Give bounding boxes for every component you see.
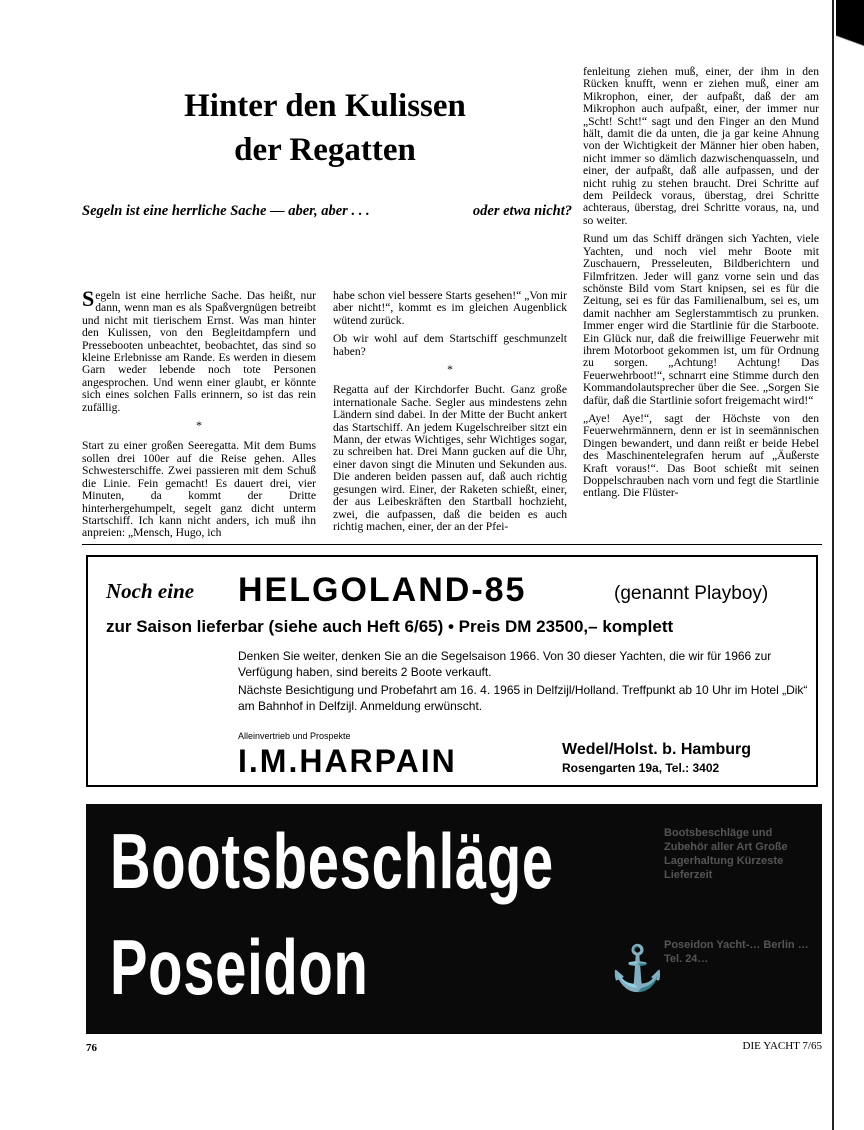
divider <box>82 544 822 545</box>
article-column-3 <box>583 66 819 506</box>
subtitle-part-a: Segeln ist eine herrliche Sache — aber, aber . . . <box>82 203 370 219</box>
poseidon-advertisement <box>86 804 822 1034</box>
paragraph: habe schon viel bessere Starts gesehen!“ „Von mir aber nicht!“, kommt es im gleichen Augenblick wütend zurück. <box>333 289 567 327</box>
ad-body <box>238 649 808 717</box>
section-separator: * <box>196 419 202 433</box>
title-line-1: Hinter den Kulissen <box>184 88 466 124</box>
paragraph: „Aye! Aye!“, sagt der Höchste von den Feuerwehrmännern, denn er ist in seemännischen Dingen bewandert, und dann reißt er beide Hebel des Maschinentelegrafen herum auf „Äußerste Kraft voraus!“. Das Boot schießt mit seinen Doppelschrauben nach vorn und fegt die Startlinie entlang. Die Flüster- <box>583 411 819 500</box>
paragraph: Start zu einer großen Seeregatta. Mit dem Bums sollen drei 100er auf die Reise gehen. Alles Schwesterschiffe. Zwei passieren mit dem Schuß die Linie. Fein gemacht! Es dauert drei, vier Minuten, da kommt der Dritte hinterhergehumpelt, segelt ganz dicht unterm Startschiff. Ich kann nicht anders, ich muß ihn anpreien: „Mensch, Hugo, ich <box>82 439 316 540</box>
paragraph: Ob wir wohl auf dem Startschiff geschmunzelt haben? <box>333 332 567 358</box>
ad-body-paragraph: Nächste Besichtigung und Probefahrt am 16. 4. 1965 in Delfzijl/Holland. Treffpunkt ab 10 Uhr im Hotel „Dik“ am Bahnhof in Delfzijl. Anmeldung erwünscht. <box>238 683 808 713</box>
helgoland-advertisement <box>86 555 818 787</box>
anchor-icon: ⚓ <box>610 944 665 993</box>
article-column-2 <box>333 290 567 539</box>
paragraph: fenleitung ziehen muß, einer, der ihm in den Rücken knufft, wenn er ziehen muß, einer am Mikrophon, einer, der aufpaßt, daß der am Mikrophon auch aufpaßt, einer, der immer nur „Scht! Scht!“ sagt und den Finger an den Mund hält, damit die da unten, die ja gar keine Ahnung von der Wichtigkeit der Männer hier oben haben, nicht immer so dämlich dazwischenquasseln, und einer, der aufpaßt, daß alle aufpassen, und der nicht ruhig zu stehen braucht. Drei Schritte auf dem Peildeck voraus, überstag, drei Schritte achteraus, überstag, drei Schritte voraus, na, und so weiter. <box>583 65 819 227</box>
paragraph: Rund um das Schiff drängen sich Yachten, viele Yachten, und noch viel mehr Boote mit Zuschauern, Presseleuten, Bildberichtern und Filmfritzen. Jeder will ganz vorne sein und das schönste Bild vom Start knipsen, sei es für die Zeitung, sei es für das Familienalbum, sei es, um damit nachher am Seglerstammtisch zu prunken. Immer enger wird die Startlinie für die Starboote. Ein Glück nur, daß die freiwillige Feuerwehr mit ihrem Motorboot gekommen ist, um für Ordnung zu sorgen. „Achtung! Achtung! Das Feuerwehrboot!“, schnarrt eine Stimme durch den Kommandolautsprecher über die See. „Sorgen Sie dafür, daß die Startlinie sofort freigemacht wird!“ <box>583 232 819 407</box>
page-edge <box>832 0 864 1130</box>
ad-side-text-2: Poseidon Yacht-… Berlin … Tel. 24… <box>664 939 809 965</box>
page-title <box>120 84 530 172</box>
ad-nickname: (genannt Playboy) <box>614 583 769 604</box>
magazine-issue: DIE YACHT 7/65 <box>742 1040 822 1052</box>
ad-availability-price: zur Saison lieferbar (siehe auch Heft 6/65) • Preis DM 23500,– komplett <box>106 617 674 636</box>
ad-side-text-1: Bootsbeschläge und Zubehör aller Art Große Lagerhaltung Kürzeste Lieferzeit <box>664 827 788 881</box>
ad-headline-2: Poseidon <box>110 923 369 1011</box>
ad-firm-name: I.M.HARPAIN <box>238 743 457 779</box>
ad-headline-1: Bootsbeschläge <box>110 817 554 905</box>
section-separator: * <box>447 363 453 377</box>
ad-model-name: HELGOLAND-85 <box>238 571 527 609</box>
subtitle-part-b: oder etwa nicht? <box>472 203 572 219</box>
ad-body-paragraph: Denken Sie weiter, denken Sie an die Segelsaison 1966. Von 30 dieser Yachten, die wir für 1966 zur Verfügung haben, sind bereits 2 Boote verkauft. <box>238 649 772 679</box>
paragraph: Regatta auf der Kirchdorfer Bucht. Ganz große internationale Sache. Segler aus mindestens zehn Ländern sind dabei. In der Mitte der Bucht ankert das Startschiff. An jedem Kugelschreiber sitzt ein Mann, der etwas Wichtiges, sehr Wichtiges sogar, zu schreiben hat. Drei Mann gucken auf die Uhr, einer davon singt die Minuten und Sekunden aus. Die anderen beiden passen auf, daß auch richtig gesungen wird. Einer, der Raketen schießt, einer, der aus Leibeskräften den Startball hochzieht, zwei, die aufpassen, daß die beiden es auch richtig machen, einer, der an der Pfei- <box>333 383 567 533</box>
title-line-2: der Regatten <box>234 132 416 168</box>
ad-prefix: Noch eine <box>106 579 195 603</box>
page-number: 76 <box>86 1042 97 1054</box>
paragraph: Segeln ist eine herrliche Sache. Das heißt, nur dann, wenn man es als Spaßvergnügen betreibt und nicht mit tierischem Ernst. Was man hinter den Kulissen, von den Begleitdampfern und Pressebooten unbeachtet, beobachtet, das sind so kleine Erlebnisse am Rande. Es werden in diesem Garn weder lebende noch tote Personen angesprochen. Und wenn einer glaubt, er könnte sich eines solchen Falls erinnern, so ist das rein zufällig. <box>82 286 316 414</box>
ad-distributor-label: Alleinvertrieb und Prospekte <box>238 731 351 741</box>
ad-address: Rosengarten 19a, Tel.: 3402 <box>562 761 720 775</box>
article-column-1 <box>82 286 316 546</box>
page-corner-shadow <box>836 0 864 140</box>
drop-cap: S <box>82 286 95 311</box>
ad-location: Wedel/Holst. b. Hamburg <box>562 741 752 758</box>
